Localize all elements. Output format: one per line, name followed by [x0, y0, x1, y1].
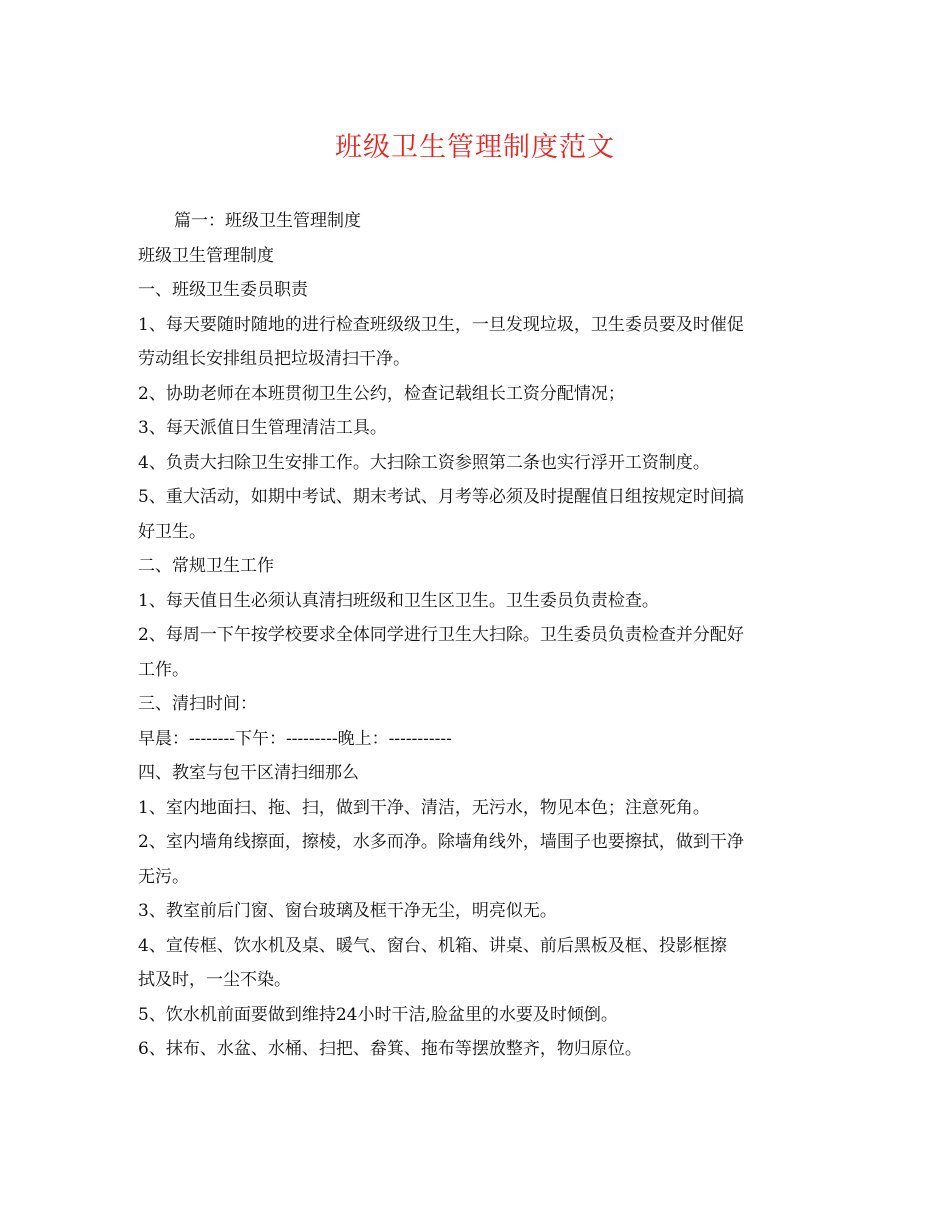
paragraph-line: 无污。 — [138, 866, 189, 887]
paragraph-line: 拭及时，一尘不染。 — [138, 970, 291, 990]
heading-3: 三、清扫时间： — [138, 694, 257, 714]
subtitle: 班级卫生管理制度 — [138, 245, 274, 266]
paragraph-line: 1、每天值日生必须认真清扫班级和卫生区卫生。卫生委员负责检查。 — [138, 590, 659, 611]
heading-4: 四、教室与包干区清扫细那么 — [138, 763, 359, 783]
paragraph-line: 2、协助老师在本班贯彻卫生公约，检查记载组长工资分配情况； — [138, 383, 625, 404]
paragraph-line: 3、教室前后门窗、窗台玻璃及框干净无尘，明亮似无。 — [138, 901, 557, 921]
paragraph-line: 2、每周一下午按学校要求全体同学进行卫生大扫除。卫生委员负责检查并分配好 — [138, 625, 744, 645]
paragraph-line: 5、重大活动，如期中考试、期末考试、月考等必须及时提醒值日组按规定时间搞 — [138, 487, 744, 507]
paragraph-line: 1、每天要随时随地的进行检查班级级卫生，一旦发现垃圾，卫生委员要及时催促 — [138, 314, 744, 335]
paragraph-line: 1、室内地面扫、拖、扫，做到干净、清洁，无污水，物见本色；注意死角。 — [138, 797, 710, 818]
section-heading-part1: 篇一：班级卫生管理制度 — [174, 211, 361, 231]
document-title: 班级卫生管理制度范文 — [335, 132, 615, 163]
paragraph-line: 4、负责大扫除卫生安排工作。大扫除工资参照第二条也实行浮开工资制度。 — [138, 452, 710, 473]
paragraph-line: 劳动组长安排组员把垃圾清扫干净。 — [138, 349, 410, 369]
paragraph-line: 4、宣传框、饮水机及桌、暖气、窗台、机箱、讲桌、前后黑板及框、投影框擦 — [138, 935, 727, 956]
paragraph-line: 5、饮水机前面要做到维持24小时干洁,脸盆里的水要及时倾倒。 — [138, 1004, 618, 1025]
document-body — [138, 204, 808, 1067]
paragraph-line: 工作。 — [138, 659, 189, 680]
paragraph-line: 6、抹布、水盆、水桶、扫把、畚箕、拖布等摆放整齐，物归原位。 — [138, 1039, 642, 1059]
paragraph-line: 2、室内墙角线擦面，擦棱，水多而净。除墙角线外，墙围子也要擦拭，做到干净 — [138, 832, 744, 852]
heading-2: 二、常规卫生工作 — [138, 556, 274, 576]
paragraph-line: 3、每天派值日生管理清洁工具。 — [138, 418, 387, 438]
heading-1: 一、班级卫生委员职责 — [138, 280, 308, 300]
schedule-line: 早晨：--------下午：---------晚上：----------- — [138, 728, 452, 749]
paragraph-line: 好卫生。 — [138, 521, 206, 542]
